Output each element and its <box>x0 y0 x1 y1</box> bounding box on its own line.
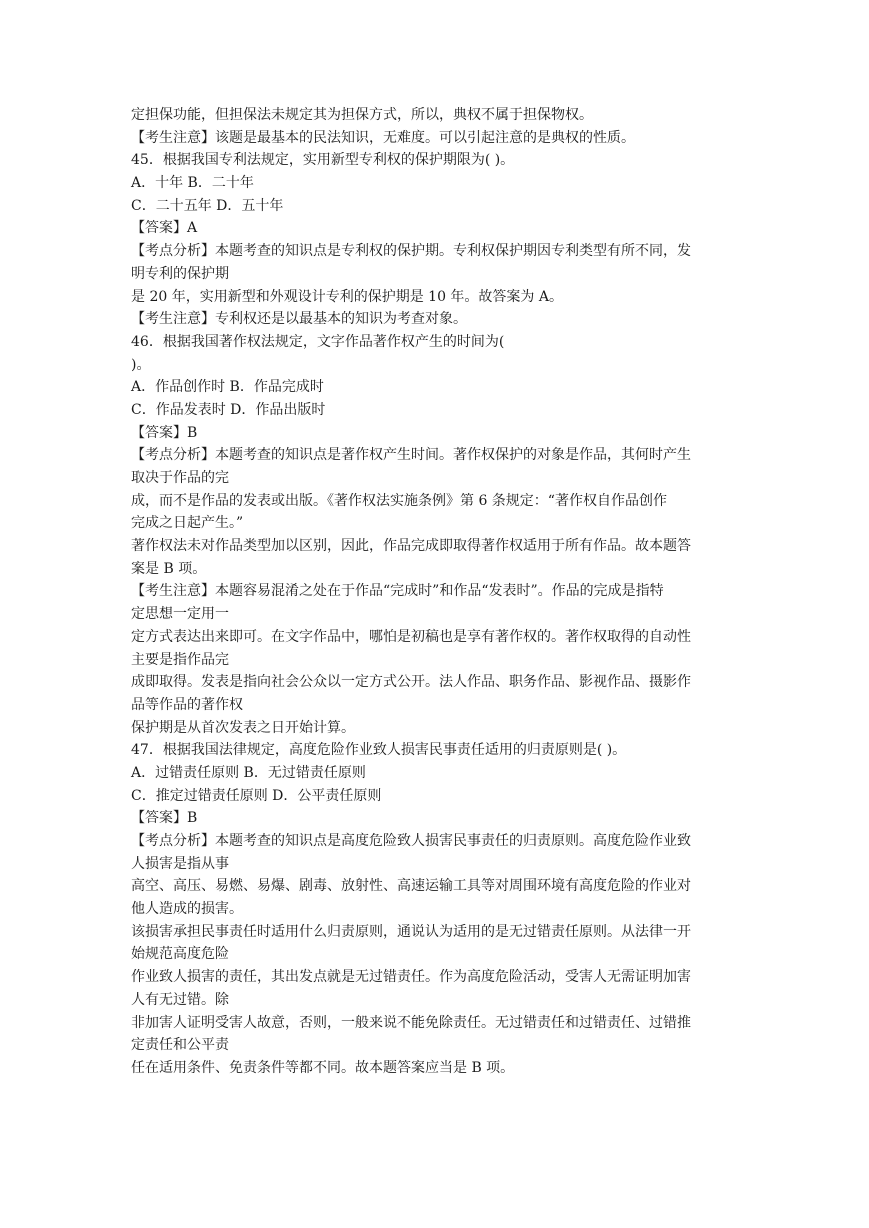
text-line: 定责任和公平责 <box>131 1037 229 1054</box>
text-line: A．过错责任原则 B．无过错责任原则 <box>131 764 366 781</box>
text-line: 完成之日起产生。” <box>131 515 244 532</box>
text-line: 成，而不是作品的发表或出版。《著作权法实施条例》第 6 条规定：“著作权自作品创作 <box>131 492 667 509</box>
text-line: 取决于作品的完 <box>131 470 229 486</box>
text-line: 46．根据我国著作权法规定，文字作品著作权产生的时间为( <box>131 333 505 350</box>
text-line: 非加害人证明受害人故意，否则，一般来说不能免除责任。无过错责任和过错责任、过错推 <box>131 1014 691 1031</box>
text-line: 【考点分析】本题考查的知识点是专利权的保护期。专利权保护期因专利类型有所不同，发 <box>131 243 691 260</box>
text-line: C．推定过错责任原则 D．公平责任原则 <box>131 787 382 804</box>
text-line: 品等作品的著作权 <box>131 696 243 713</box>
text-line: 定方式表达出来即可。在文字作品中，哪怕是初稿也是享有著作权的。著作权取得的自动性 <box>131 628 691 645</box>
text-line: 保护期是从首次发表之日开始计算。 <box>131 719 355 736</box>
text-line: 成即取得。发表是指向社会公众以一定方式公开。法人作品、职务作品、影视作品、摄影作 <box>131 674 691 691</box>
text-line: 高空、高压、易燃、易爆、剧毒、放射性、高速运输工具等对周围环境有高度危险的作业对 <box>131 878 691 895</box>
text-line: 任在适用条件、免责条件等都不同。故本题答案应当是 B 项。 <box>131 1059 515 1076</box>
text-line: 【考生注意】本题容易混淆之处在于作品“完成时”和作品“发表时”。作品的完成是指特 <box>131 583 664 600</box>
text-line: 定担保功能，但担保法未规定其为担保方式，所以，典权不属于担保物权。 <box>131 107 593 123</box>
text-line: 他人造成的损害。 <box>131 901 243 918</box>
text-line: 【考生注意】专利权还是以最基本的知识为考查对象。 <box>131 311 467 328</box>
text-line: 作业致人损害的责任，其出发点就是无过错责任。作为高度危险活动，受害人无需证明加害 <box>131 969 691 986</box>
text-line: 45．根据我国专利法规定，实用新型专利权的保护期限为( )。 <box>131 152 515 169</box>
text-line: 【答案】B <box>131 424 198 441</box>
text-line: C．作品发表时 D．作品出版时 <box>131 401 326 418</box>
text-line: 该损害承担民事责任时适用什么归责原则，通说认为适用的是无过错责任原则。从法律一开 <box>131 923 691 940</box>
text-line: 【考生注意】该题是最基本的民法知识，无难度。可以引起注意的是典权的性质。 <box>131 129 635 146</box>
text-line: A．十年 B．二十年 <box>131 175 254 192</box>
text-line: 【考点分析】本题考查的知识点是高度危险致人损害民事责任的归责原则。高度危险作业致 <box>131 833 691 849</box>
text-line: A．作品创作时 B．作品完成时 <box>131 379 324 396</box>
text-line: 【考点分析】本题考查的知识点是著作权产生时间。著作权保护的对象是作品，其何时产生 <box>131 447 691 464</box>
text-line: 【答案】B <box>131 810 198 827</box>
text-line: 【答案】A <box>131 220 198 237</box>
text-line: 人损害是指从事 <box>131 855 229 872</box>
text-line: 人有无过错。除 <box>131 991 229 1008</box>
text-line: )。 <box>131 356 151 373</box>
document-body <box>131 104 741 1080</box>
text-line: C．二十五年 D．五十年 <box>131 197 284 214</box>
text-line: 案是 B 项。 <box>131 560 207 577</box>
text-line: 著作权法未对作品类型加以区别，因此，作品完成即取得著作权适用于所有作品。故本题答 <box>131 538 691 555</box>
text-line: 明专利的保护期 <box>131 265 229 282</box>
text-line: 是 20 年，实用新型和外观设计专利的保护期是 10 年。故答案为 A。 <box>131 288 563 305</box>
text-line: 47．根据我国法律规定，高度危险作业致人损害民事责任适用的归责原则是( )。 <box>131 742 627 759</box>
text-line: 定思想一定用一 <box>131 606 229 623</box>
text-line: 始规范高度危险 <box>131 946 229 963</box>
text-line: 主要是指作品完 <box>131 651 229 668</box>
